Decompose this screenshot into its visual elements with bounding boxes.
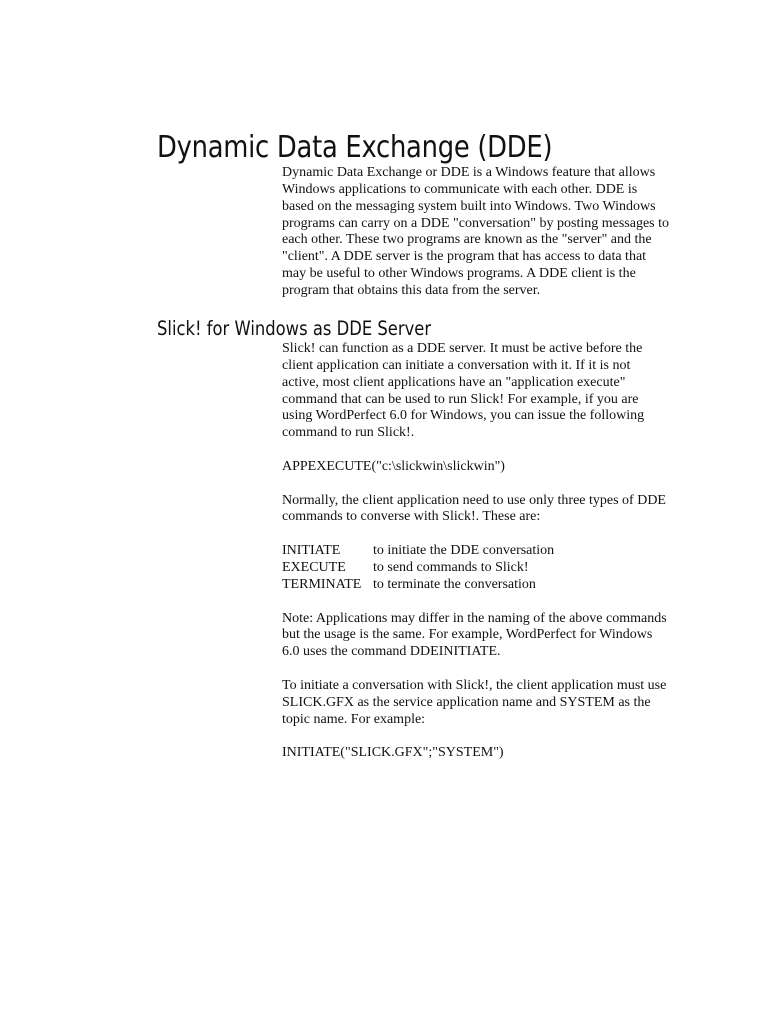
section-heading: Slick! for Windows as DDE Server bbox=[157, 317, 432, 340]
command-name: EXECUTE bbox=[282, 559, 346, 575]
page-title: Dynamic Data Exchange (DDE) bbox=[157, 130, 553, 165]
table-row bbox=[282, 543, 554, 560]
command-description: to terminate the conversation bbox=[373, 576, 536, 592]
section-paragraph-2: Normally, the client application need to use only three types of DDE commands to converse with Slick!. These are: bbox=[282, 492, 666, 525]
intro-paragraph: Dynamic Data Exchange or DDE is a Windows feature that allows Windows applications to communicate with each other. DDE is based on the messaging system built into Windows. Two Windows programs can carry on a DDE "conversation" by posting messages to each other. These two programs are known as the "server" and the "client". A DDE server is the program that has access to data that may be useful to other Windows programs. A DDE client is the program that obtains this data from the server. bbox=[282, 165, 669, 298]
section-body bbox=[282, 341, 682, 762]
section-paragraph-1: Slick! can function as a DDE server. It must be active before the client application can initiate a conversation with it. If it is not active, most client applications have an "application execute" command that can be used to run Slick! For example, if you are using WordPerfect 6.0 for Windows, you can issue the following command to run Slick!. bbox=[282, 341, 645, 441]
command-name: TERMINATE bbox=[282, 576, 362, 592]
intro-block bbox=[282, 165, 682, 300]
code-initiate: INITIATE("SLICK.GFX";"SYSTEM") bbox=[282, 745, 504, 761]
command-description: to initiate the DDE conversation bbox=[373, 543, 555, 559]
dde-commands-table bbox=[282, 543, 554, 594]
section-paragraph-3: Note: Applications may differ in the naming of the above commands but the usage is the same. For example, WordPerfect for Windows 6.0 uses the command DDEINITIATE. bbox=[282, 610, 667, 660]
code-appexecute: APPEXECUTE("c:\slickwin\slickwin") bbox=[282, 458, 505, 474]
command-name: INITIATE bbox=[282, 543, 341, 559]
table-row bbox=[282, 577, 554, 594]
table-row bbox=[282, 560, 554, 577]
section-paragraph-4: To initiate a conversation with Slick!, the client application must use SLICK.GFX as the service application name and SYSTEM as the topic name. For example: bbox=[282, 677, 667, 727]
command-description: to send commands to Slick! bbox=[373, 559, 529, 575]
